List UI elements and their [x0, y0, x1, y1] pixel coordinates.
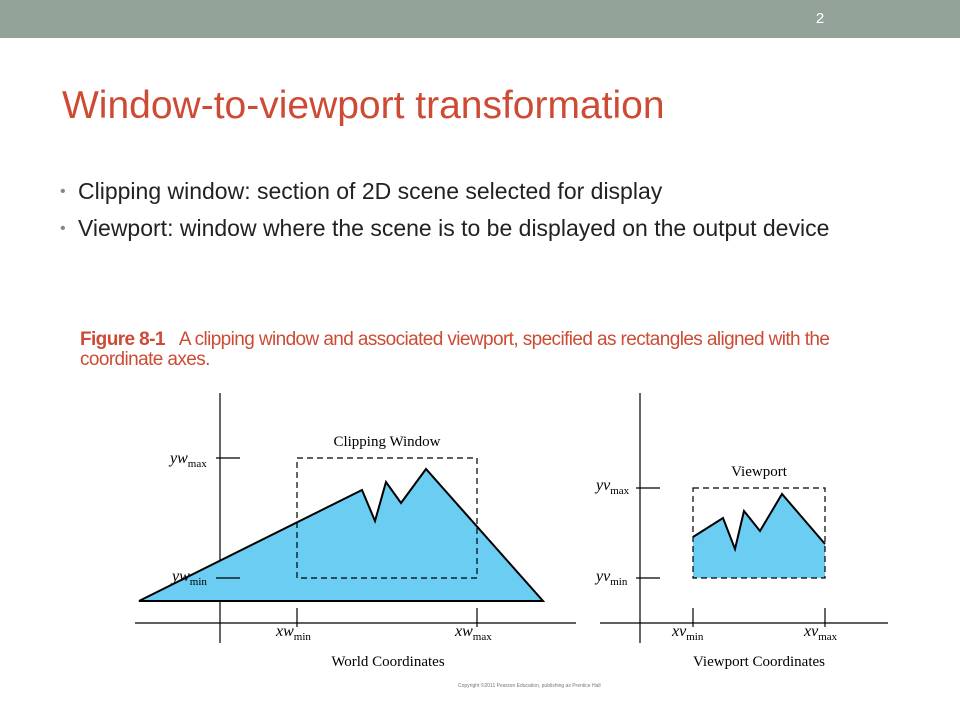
- bullet-text: Clipping window: section of 2D scene selected for display: [78, 178, 663, 204]
- viewport-panel: [594, 393, 888, 670]
- copyright-notice: Copyright ©2011 Pearson Education, publishing as Prentice Hall: [458, 683, 601, 689]
- yw-min-label: $yw_{min}$: [172, 568, 207, 588]
- caption-label: Figure 8-1: [80, 329, 165, 350]
- xv-min-label: $xv_{min}$: [672, 623, 704, 643]
- xw-min-label: $xw_{min}$: [276, 623, 311, 643]
- yv-max-label: $yv_{max}$: [596, 477, 630, 497]
- viewport-coordinates-label: Viewport Coordinates: [693, 654, 825, 670]
- caption-text: A clipping window and associated viewport, specified as rectangles aligned with the coordinate axes.: [80, 329, 830, 370]
- viewport-scene-shape: [693, 494, 825, 578]
- bullet-dot-icon: •: [60, 220, 66, 237]
- yv-min-label: $yv_{min}$: [596, 568, 628, 588]
- yw-max-label: $yw_{max}$: [170, 450, 207, 470]
- bullet-dot-icon: •: [60, 183, 66, 200]
- slide-title: Window-to-viewport transformation: [62, 84, 665, 127]
- world-panel: [135, 393, 576, 670]
- xw-max-label: $xw_{max}$: [455, 623, 492, 643]
- viewport-heading-label: Viewport: [731, 464, 787, 480]
- world-coordinates-label: World Coordinates: [331, 654, 445, 670]
- bullet-list: [58, 176, 918, 250]
- bullet-item: [58, 176, 918, 207]
- xv-max-label: $xv_{max}$: [804, 623, 838, 643]
- figure-diagram: [0, 385, 960, 685]
- slide-number: 2: [815, 10, 825, 27]
- clipping-window-label: Clipping Window: [333, 434, 441, 450]
- bullet-text: Viewport: window where the scene is to be displayed on the output device: [78, 215, 830, 241]
- figure-caption: [80, 330, 840, 370]
- bullet-item: [58, 213, 918, 244]
